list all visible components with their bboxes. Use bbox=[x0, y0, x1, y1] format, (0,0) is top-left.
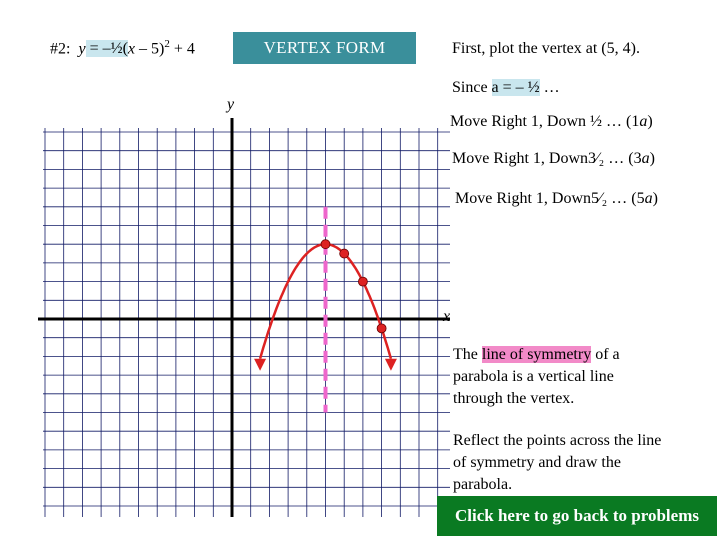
reflect-note: Reflect the points across the line of symmetry and draw the parabola. bbox=[453, 432, 662, 493]
x-axis-label: x bbox=[443, 308, 451, 325]
parabola-arrow-right bbox=[385, 359, 397, 371]
parabola-arrow-left bbox=[254, 359, 266, 371]
a-value-highlight: a = – ½ bbox=[491, 79, 540, 96]
axes bbox=[38, 118, 450, 517]
vertex-form-badge: VERTEX FORM bbox=[233, 32, 416, 64]
point bbox=[321, 240, 330, 249]
back-to-problems-button[interactable]: Click here to go back to problems bbox=[437, 496, 717, 536]
eq-end: + 4 bbox=[169, 40, 195, 58]
step-move-3: Move Right 1, Down3⁄₂ … (3a) bbox=[452, 150, 655, 167]
step-move-5: Move Right 1, Down5⁄₂ … (5a) bbox=[455, 190, 658, 207]
point bbox=[340, 249, 349, 258]
step-plot-vertex: First, plot the vertex at (5, 4). bbox=[452, 40, 640, 57]
point bbox=[358, 277, 367, 286]
symmetry-note: The line of symmetry of a parabola is a vertical line through the vertex. bbox=[453, 346, 620, 407]
point bbox=[377, 324, 386, 333]
line-of-symmetry-highlight: line of symmetry bbox=[481, 346, 592, 363]
eq-rest: – 5) bbox=[135, 40, 165, 58]
eq-y: y bbox=[78, 40, 86, 58]
grid bbox=[43, 128, 450, 517]
eq-x: x bbox=[127, 40, 136, 58]
eq-exponent: 2 bbox=[164, 38, 170, 50]
eq-coefficient: = –½( bbox=[85, 40, 128, 58]
y-axis-label: y bbox=[227, 96, 235, 113]
step-since-a: Since a = – ½ … bbox=[452, 79, 560, 96]
step-move-1: Move Right 1, Down ½ … (1a) bbox=[450, 113, 653, 130]
problem-number: #2: bbox=[50, 40, 71, 58]
